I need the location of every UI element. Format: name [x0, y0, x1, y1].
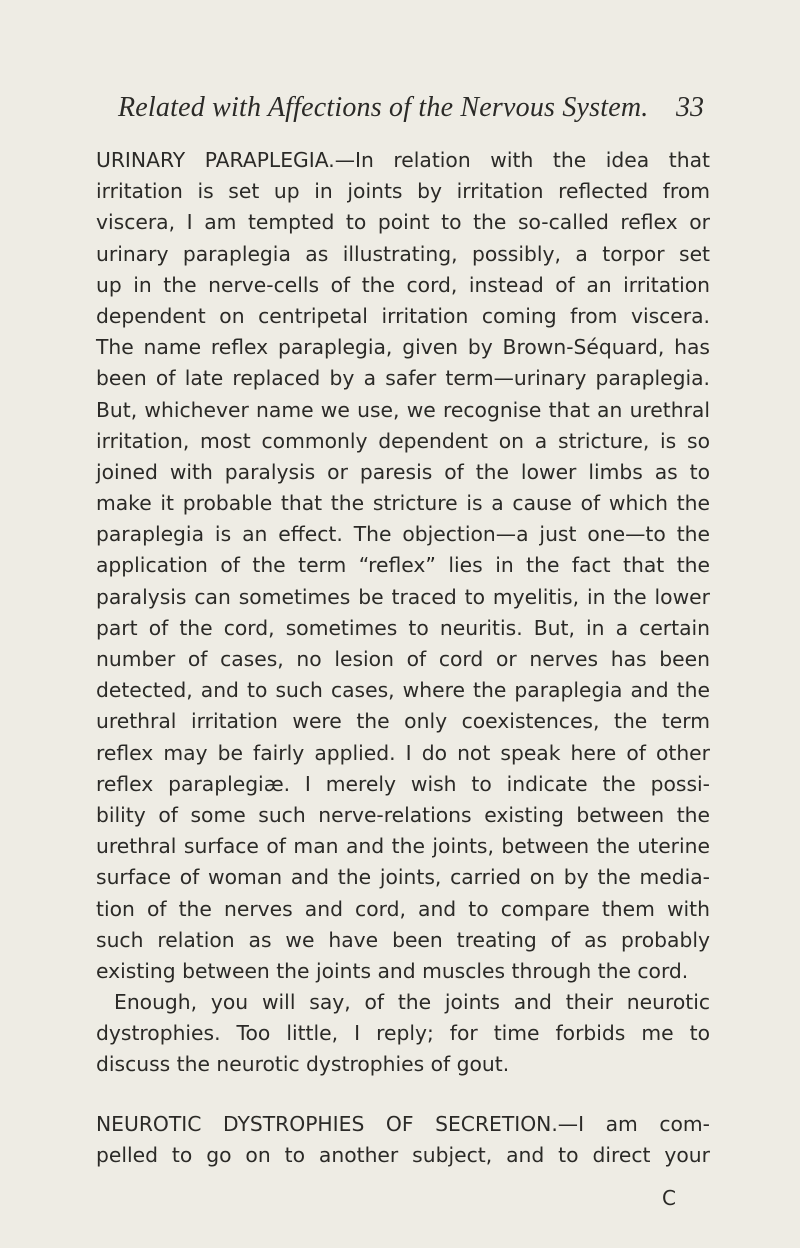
text-line: URINARY PARAPLEGIA.—In relation with the idea that — [96, 148, 710, 172]
signature-mark: C — [662, 1186, 676, 1210]
text-line: pelled to go on to another subject, and to direct your — [96, 1142, 710, 1167]
text-line: urinary paraplegia as illustrating, possibly, a torpor set — [96, 241, 710, 266]
text-line: up in the nerve-cells of the cord, instead of an irritation — [96, 272, 710, 297]
text-line: been of late replaced by a safer term—urinary paraplegia. — [96, 366, 710, 391]
paragraph-urinary-paraplegia — [96, 145, 710, 987]
text-line: tion of the nerves and cord, and to compare them with — [96, 896, 710, 921]
text-line: irritation, most commonly dependent on a stricture, is so — [96, 428, 710, 453]
text-line: bility of some such nerve-relations existing between the — [96, 802, 710, 827]
text-line: The name reflex paraplegia, given by Brown-Séquard, has — [96, 335, 710, 360]
page-number: 33 — [676, 92, 704, 123]
text-line: make it probable that the stricture is a cause of which the — [96, 491, 710, 516]
running-header-title: Related with Affections of the Nervous System. — [118, 92, 649, 123]
text-line: detected, and to such cases, where the paraplegia and the — [96, 678, 710, 703]
text-line: NEUROTIC DYSTROPHIES OF SECRETION.—I am com- — [96, 1111, 710, 1136]
text-line: number of cases, no lesion of cord or nerves has been — [96, 647, 710, 671]
text-line: joined with paralysis or paresis of the lower limbs as to — [96, 459, 710, 484]
text-line: existing between the joints and muscles through the cord. — [96, 958, 689, 983]
body-text — [96, 145, 710, 1171]
text-line: surface of woman and the joints, carried on by the media- — [96, 865, 710, 890]
text-line: discuss the neurotic dystrophies of gout. — [96, 1052, 510, 1077]
text-line: Enough, you will say, of the joints and their neurotic — [114, 990, 710, 1015]
text-line: irritation is set up in joints by irritation reflected from — [96, 179, 710, 204]
text-line: paraplegia is an effect. The objection—a just one—to the — [96, 522, 710, 547]
text-line: application of the term “reflex” lies in the fact that the — [96, 553, 710, 578]
paragraph-enough — [96, 987, 710, 1081]
text-line: But, whichever name we use, we recognise that an urethral — [96, 397, 710, 422]
text-line: urethral surface of man and the joints, between the uterine — [96, 834, 710, 859]
text-line: such relation as we have been treating of as probably — [96, 927, 710, 952]
paragraph-neurotic-dystrophies-of-secretion — [96, 1109, 710, 1171]
text-line: paralysis can sometimes be traced to myelitis, in the lower — [96, 584, 710, 609]
text-line: urethral irritation were the only coexistences, the term — [96, 709, 710, 734]
text-line: dystrophies. Too little, I reply; for time forbids me to — [96, 1021, 710, 1046]
text-line: dependent on centripetal irritation coming from viscera. — [96, 303, 710, 328]
paragraph-gap — [96, 1081, 710, 1109]
text-line: part of the cord, sometimes to neuritis. But, in a certain — [96, 615, 710, 640]
running-header — [118, 92, 712, 126]
text-line: reflex may be fairly applied. I do not speak here of other — [96, 740, 710, 765]
text-line: viscera, I am tempted to point to the so-called reflex or — [96, 210, 710, 235]
text-line: reflex paraplegiæ. I merely wish to indicate the possi- — [96, 771, 710, 796]
